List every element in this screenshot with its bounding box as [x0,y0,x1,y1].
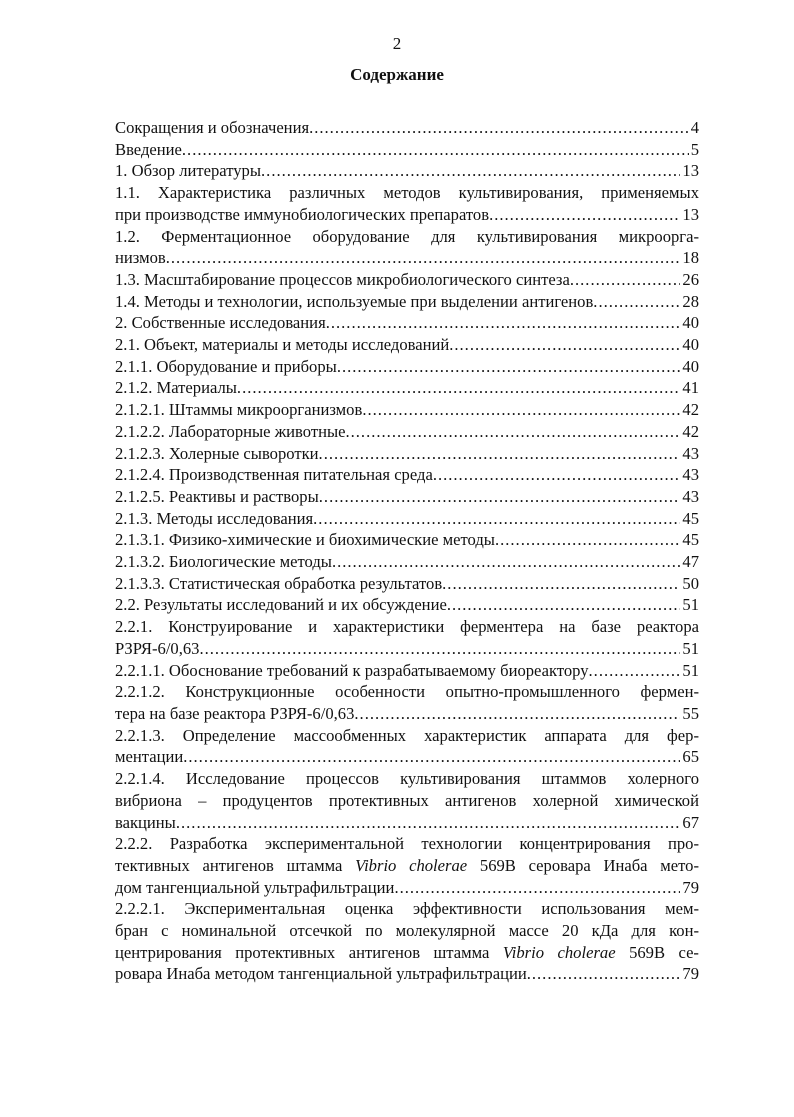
toc-entry [115,768,699,833]
toc-entry [115,833,699,898]
toc-entry [115,291,699,313]
toc-entry [115,594,699,616]
toc-page-number: 79 [682,877,699,897]
toc-entry-title: 1.4. Методы и технологии, используемые при выделении антигенов [115,291,594,311]
dot-leader [362,399,680,421]
toc-page-number: 43 [682,443,699,463]
dot-leader [261,160,680,182]
dot-leader [326,312,681,334]
dot-leader [319,443,681,465]
toc-entry-title: 1. Обзор литературы [115,161,262,181]
toc-page-number: 28 [682,291,699,311]
dot-leader [394,877,680,899]
toc-entry-title: 2.2.1.1. Обоснование требований к разрабатываемому биореактору [115,660,589,680]
dot-leader [433,464,681,486]
toc-entry-title: 2.1. Объект, материалы и методы исследований [115,335,450,355]
toc-entry-title-line: РЗРЯ-6/0,63 [115,638,200,658]
toc-entry-title-line: низмов [115,248,166,268]
toc-entry-title: Сокращения и обозначения [115,118,310,137]
toc-page-number: 67 [682,812,699,832]
toc-entry-title-line: 1.1. Характеристика различных методов культивирования, применяемых [115,183,699,203]
toc-entry-title-line: тективных антигенов штамма Vibrio cholerae 569В серовара Инаба мето- [115,855,699,875]
toc-entry-title: 2.1.1. Оборудование и приборы [115,356,337,376]
toc-page-number: 26 [682,269,699,289]
toc-page-number: 42 [682,400,699,420]
toc-entry-title-line: 2.2.1.3. Определение массообменных характеристик аппарата для фер- [115,725,699,745]
toc-entry-title: 2.1.2.5. Реактивы и растворы [115,486,319,506]
toc-entry-title: 2. Собственные исследования [115,313,326,333]
dot-leader [442,573,680,595]
dot-leader [495,529,680,551]
page-number: 2 [392,34,402,53]
toc-entry [115,725,699,768]
toc-page-number: 43 [682,465,699,485]
dot-leader [570,269,681,291]
dot-leader [237,377,680,399]
toc-entry [115,399,699,421]
toc-page-number: 51 [682,595,699,615]
toc-entry-title-line: ровара Инаба методом тангенциальной ультрафильтрации [115,964,527,984]
toc-page-number: 65 [682,747,699,767]
toc-page-number: 51 [682,660,699,680]
dot-leader [309,117,689,139]
toc-entry-title-line: при производстве иммунобиологических препаратов [115,204,490,224]
toc-entry [115,269,699,291]
toc-entry-title-line: 2.2.1.2. Конструкционные особенности опытно-промышленного фермен- [115,682,699,702]
dot-leader [449,334,680,356]
toc-entry [115,356,699,378]
dot-leader [345,421,680,443]
toc-page-number: 5 [690,139,699,159]
dot-leader [447,594,681,616]
toc-page-number: 79 [682,964,699,984]
toc-page-number: 18 [682,248,699,268]
page-title: Содержание [350,65,444,84]
species-name: Vibrio cholerae [355,855,468,875]
dot-leader [354,703,680,725]
toc-entry-title-line: 2.2.2. Разработка экспериментальной технологии концентрирования про- [115,834,699,854]
toc-entry-title: 2.1.2.2. Лабораторные животные [115,421,346,441]
toc-entry-title: 2.1.2. Материалы [115,378,237,398]
toc-entry [115,486,699,508]
toc-page-number: 40 [682,356,699,376]
dot-leader [199,638,680,660]
toc-entry-title: 1.3. Масштабирование процессов микробиологического синтеза [115,269,570,289]
toc-entry [115,312,699,334]
dot-leader [489,204,680,226]
dot-leader [589,660,681,682]
toc-entry [115,117,699,139]
dot-leader [182,139,689,161]
toc-entry [115,508,699,530]
toc-entry [115,443,699,465]
toc-entry-title-line: 2.2.1. Конструирование и характеристики ферментера на базе реактора [115,617,699,637]
toc-entry-title-line: вибриона – продуцентов протективных антигенов холерной химической [115,790,699,810]
toc-entry-title-line: 2.2.2.1. Экспериментальная оценка эффективности использования мем- [115,899,699,919]
toc-entry-title: 2.1.2.3. Холерные сыворотки [115,443,319,463]
toc-entry-title: 2.1.3.2. Биологические методы [115,552,332,572]
species-name: Vibrio cholerae [502,942,616,962]
toc-entry [115,681,699,724]
toc-entry-title-line: 2.2.1.4. Исследование процессов культивирования штаммов холерного [115,769,699,789]
toc-entry-title: 2.1.2.1. Штаммы микроорганизмов [115,400,363,420]
toc-entry [115,160,699,182]
toc-entry [115,551,699,573]
toc-entry [115,898,699,985]
toc-entry [115,139,699,161]
dot-leader [183,746,680,768]
toc-page-number: 45 [682,530,699,550]
toc-entry-title: 2.1.3.1. Физико-химические и биохимические методы [115,530,495,550]
toc-entry [115,616,699,659]
dot-leader [337,356,681,378]
toc-entry-title: 2.1.3.3. Статистическая обработка результатов [115,573,443,593]
toc-entry [115,334,699,356]
toc-entry-title-line: 1.2. Ферментационное оборудование для культивирования микроорга- [115,226,699,246]
toc-entry-title: 2.1.2.4. Производственная питательная среда [115,465,433,485]
dot-leader [527,963,681,985]
toc-page-number: 13 [682,204,699,224]
toc-page-number: 41 [682,378,699,398]
dot-leader [166,247,681,269]
toc-entry [115,377,699,399]
toc-page-number: 45 [682,508,699,528]
dot-leader [319,486,681,508]
toc-page-number: 40 [682,313,699,333]
toc-page-number: 13 [682,161,699,181]
dot-leader [176,812,681,834]
toc-entry [115,464,699,486]
toc-entry [115,660,699,682]
toc-entry-title-line: ментации [115,747,184,767]
toc-entry-title: Введение [115,139,182,159]
toc-entry [115,182,699,225]
toc-entry-title-line: бран с номинальной отсечкой по молекулярной массе 20 кДа для кон- [115,921,699,941]
toc-page-number: 4 [690,118,699,137]
toc-entry-title: 2.1.3. Методы исследования [115,508,314,528]
toc-entry [115,421,699,443]
toc-page-number: 55 [682,703,699,723]
toc-page-number: 42 [682,421,699,441]
dot-leader [313,508,680,530]
toc-page-number: 43 [682,486,699,506]
toc-entry-title-line: центрирования протективных антигенов штамма Vibrio cholerae 569В се- [115,942,699,962]
toc-page-number: 51 [682,638,699,658]
toc-page-number: 47 [682,552,699,572]
dot-leader [332,551,680,573]
toc-page-number: 40 [682,335,699,355]
toc-entry [115,226,699,269]
toc-entry-title-line: вакцины [115,812,176,832]
toc-entry-title-line: дом тангенциальной ультрафильтрации [115,877,395,897]
toc-entry-title: 2.2. Результаты исследований и их обсуждение [115,595,447,615]
toc-entry-title-line: тера на базе реактора РЗРЯ-6/0,63 [115,703,355,723]
toc-page-number: 50 [682,573,699,593]
dot-leader [593,291,680,313]
toc-entry [115,529,699,551]
toc-entry [115,573,699,595]
table-of-contents [115,117,699,985]
